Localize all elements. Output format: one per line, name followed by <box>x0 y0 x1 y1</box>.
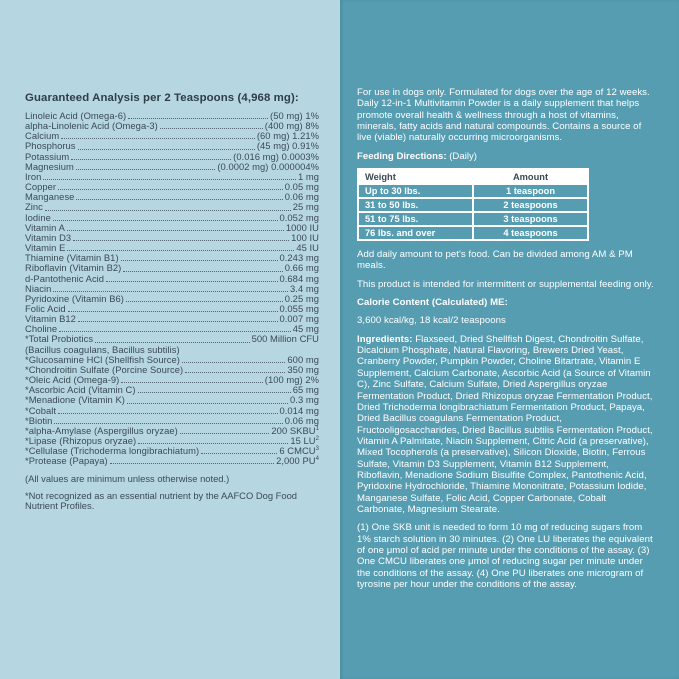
dotted-leader <box>180 426 270 434</box>
dotted-leader <box>182 355 285 363</box>
nutrient-name: *Ascorbic Acid (Vitamin C) <box>25 384 136 396</box>
nutrient-value: 0.243 mg <box>279 252 319 264</box>
nutrient-row <box>25 192 319 202</box>
add-daily-note: Add daily amount to pet's food. Can be divided among AM & PM meals. <box>357 249 633 272</box>
ingredients-label: Ingredients: <box>357 333 413 345</box>
nutrient-row <box>25 395 319 405</box>
unit-definition-footnotes: (1) One SKB unit is needed to form 10 mg of reducing sugars from 1% starch solution in 30 minutes. (2) One LU liberates the equivalent of one μmol of acid per minute under the conditions of the assay. (3) One CMCU liberates one μmol of reducing sugar per minute under the conditions of the assay. (4) One PU liberates one microgram of tyrosine per hour under the conditions of the assay. <box>357 522 653 590</box>
dotted-leader <box>78 141 255 149</box>
dotted-leader <box>73 233 289 241</box>
dotted-leader <box>127 395 288 403</box>
nutrient-value: 45 IU <box>296 242 319 254</box>
nutrient-value: (60 mg) 1.21% <box>256 130 319 142</box>
feeding-table-row <box>358 184 588 198</box>
weight-cell: 76 lbs. and over <box>358 226 473 240</box>
dotted-leader <box>138 436 288 444</box>
nutrient-value: (0.0002 mg) 0.000004% <box>217 160 319 172</box>
nutrient-name: *Cellulase (Trichoderma longibrachiatum) <box>25 445 200 457</box>
directions-panel <box>340 0 679 679</box>
feeding-table-row <box>358 198 588 212</box>
nutrient-name: *Menadione (Vitamin K) <box>25 394 125 406</box>
nutrient-value: (45 mg) 0.91% <box>256 140 319 152</box>
nutrient-row <box>25 406 319 416</box>
nutrient-value: 25 mg <box>292 201 319 213</box>
nutrient-name: Vitamin A <box>25 221 65 233</box>
nutrient-name: Calcium <box>25 130 60 142</box>
nutrient-value: 0.66 mg <box>284 262 319 274</box>
dotted-leader <box>67 223 284 231</box>
nutrient-name: Choline <box>25 323 58 335</box>
nutrient-name: *Oleic Acid (Omega-9) <box>25 374 120 386</box>
nutrient-name: Vitamin B12 <box>25 313 76 325</box>
amount-cell: 3 teaspoons <box>473 212 588 226</box>
dotted-leader <box>110 456 274 464</box>
nutrient-name: Iodine <box>25 211 51 223</box>
weight-cell: Up to 30 lbs. <box>358 184 473 198</box>
usage-intro-paragraph: For use in dogs only. Formulated for dogs over the age of 12 weeks. Daily 12-in-1 Multivitamin Powder is a daily supplement that helps promote overall health & wellness through a host of vitamins, minerals, fatty acids and natural compounds. Contains a source of live (viable) naturally occurring microorganisms. <box>357 87 650 144</box>
nutrient-name: Vitamin E <box>25 242 66 254</box>
dotted-leader <box>123 263 282 271</box>
weight-cell: 51 to 75 lbs. <box>358 212 473 226</box>
ingredients-paragraph <box>357 334 655 516</box>
nutrient-value: 1 mg <box>297 170 319 182</box>
nutrient-name: Potassium <box>25 150 70 162</box>
nutrient-value: 15 $LU^2$ <box>290 435 319 446</box>
nutrient-value: 2,000 $PU^4$ <box>276 455 319 467</box>
dotted-leader <box>59 324 291 332</box>
nutrient-value: 100 IU <box>291 231 319 243</box>
nutrient-value: 0.684 mg <box>279 272 319 284</box>
nutrient-name: Riboflavin (Vitamin B2) <box>25 262 122 274</box>
footnote-marker: 2 <box>315 435 319 442</box>
nutrient-value: 600 mg <box>287 353 319 365</box>
nutrient-name: Magnesium <box>25 160 74 172</box>
feeding-table-header-cell: Amount <box>473 169 588 184</box>
ingredients-text: Flaxseed, Dried Shellfish Digest, Chondroitin Sulfate, Dicalcium Phosphate, Natural Flavoring, Brewers Dried Yeast, Cranberry Powder, Pumpkin Powder, Choline Bitartrate, Vitamin E Supplement, Calcium Carbonate, Ascorbic Acid (a Source of Vitamin C), Zinc Sulfate, Calcium Sulfate, Dried Aspergillus oryzae Fermentation Product, Dried Rhizopus oryzae Fermentation Product, Dried Trichoderma longibrachiatum Fermentation Product, Papaya, Dried Bacillus coagulans Fermentation Product, Fructooligosaccharides, Dried Bacillus subtilis Fermentation Product, Vitamin A Palmitate, Niacin Supplement, Citric Acid (a preservative), Mixed Tocopherols (a preservative), Silicon Dioxide, Biotin, Ferrous Sulfate, Vitamin D3 Supplement, Vitamin B12 Supplement, Riboflavin, Menadione Sodium Bisulfite Complex, Pantothenic Acid, Pyridoxine Hydrochloride, Thiamine Mononitrate, Potassium Iodide, Manganese Sulfate, Folic Acid, Copper Carbonate, Cobalt Carbonate, Magnesium Stearate. <box>357 333 653 515</box>
dotted-leader <box>126 294 283 302</box>
nutrient-name: Copper <box>25 181 57 193</box>
nutrient-row <box>25 202 319 212</box>
nutrient-row <box>25 233 319 243</box>
nutrient-value: 0.014 mg <box>279 404 319 416</box>
nutrient-value: 0.06 mg <box>284 414 319 426</box>
nutrient-row <box>25 162 319 172</box>
nutrient-name: alpha-Linolenic Acid (Omega-3) <box>25 120 158 132</box>
feeding-table-header-row <box>358 169 588 184</box>
dotted-leader <box>58 406 277 414</box>
nutrient-name: Manganese <box>25 191 75 203</box>
nutrient-name: *Biotin <box>25 414 53 426</box>
dotted-leader <box>71 152 231 160</box>
dotted-leader <box>78 314 278 322</box>
dotted-leader <box>201 446 277 454</box>
dotted-leader <box>76 162 215 170</box>
nutrient-name: Niacin <box>25 282 52 294</box>
nutrient-name: (Bacillus coagulans, Bacillus subtilis) <box>25 343 180 355</box>
nutrient-name: Phosphorus <box>25 140 76 152</box>
nutrient-name: *alpha-Amylase (Aspergillus oryzae) <box>25 424 178 436</box>
dotted-leader <box>128 111 268 119</box>
nutrient-value: 350 mg <box>287 363 319 375</box>
nutrient-row <box>25 314 319 324</box>
dotted-leader <box>185 365 285 373</box>
dotted-leader <box>76 192 282 200</box>
nutrient-value: (0.016 mg) 0.0003% <box>233 150 319 162</box>
feeding-table-header-cell: Weight <box>358 169 473 184</box>
calorie-content-value: 3,600 kcal/kg, 18 kcal/2 teaspoons <box>357 315 506 327</box>
nutrient-value: 0.25 mg <box>284 292 319 304</box>
feeding-table-row <box>358 226 588 240</box>
aafco-footnote: *Not recognized as an essential nutrient by the AAFCO Dog Food Nutrient Profiles. <box>25 489 298 512</box>
feeding-table-body <box>358 184 588 240</box>
nutrient-value: 6 CMCU$^3$ <box>279 445 319 457</box>
dotted-leader <box>138 385 291 393</box>
feeding-table-head <box>358 169 588 184</box>
nutrient-name: Thiamine (Vitamin B1) <box>25 252 119 264</box>
nutrient-value: 500 Million CFU <box>251 333 319 345</box>
dotted-leader <box>106 274 277 282</box>
dotted-leader <box>54 416 282 424</box>
nutrient-value: (50 mg) 1% <box>270 110 319 121</box>
amount-cell: 2 teaspoons <box>473 198 588 212</box>
dotted-leader <box>160 121 263 129</box>
dotted-leader <box>121 375 262 383</box>
nutrient-value: 200 SKBU$^1$ <box>271 424 319 436</box>
guaranteed-analysis-heading: Guaranteed Analysis per 2 Teaspoons (4,968 mg): <box>25 92 299 104</box>
nutrient-row <box>25 172 319 182</box>
amount-cell: 4 teaspoons <box>473 226 588 240</box>
nutrient-name: Iron <box>25 170 42 182</box>
dotted-leader <box>45 202 291 210</box>
feeding-table-row <box>358 212 588 226</box>
calorie-content-heading: Calorie Content (Calculated) ME: <box>357 297 508 309</box>
nutrient-row <box>25 263 319 273</box>
nutrient-value: (100 mg) 2% <box>264 374 319 386</box>
nutrient-value: 0.052 mg <box>279 211 319 223</box>
nutrient-name: *Total Probiotics <box>25 333 94 345</box>
nutrient-value: 45 mg <box>292 323 319 335</box>
nutrient-value: 65 mg <box>292 384 319 396</box>
nutrient-value: (400 mg) 8% <box>264 120 319 132</box>
nutrient-value: 0.3 mg <box>290 394 319 406</box>
dotted-leader <box>58 182 283 190</box>
nutrient-value: 0.05 mg <box>284 181 319 193</box>
nutrient-name: *Chondroitin Sulfate (Porcine Source) <box>25 363 184 375</box>
dotted-leader <box>95 334 249 342</box>
nutrient-value: 0.055 mg <box>279 302 319 314</box>
dotted-leader <box>53 284 288 292</box>
nutrient-list <box>25 111 319 466</box>
nutrient-value: 0.06 mg <box>284 191 319 203</box>
feeding-directions-heading <box>357 151 655 162</box>
nutrient-name: *Cobalt <box>25 404 57 416</box>
nutrient-name: *Lipase (Rhizopus oryzae) <box>25 435 137 446</box>
footnote-marker: 3 <box>315 446 319 453</box>
dotted-leader <box>53 213 278 221</box>
dotted-leader <box>43 172 296 180</box>
nutrient-value: 3.4 mg <box>290 282 319 294</box>
minimum-values-note: (All values are minimum unless otherwise noted.) <box>25 473 230 485</box>
weight-cell: 31 to 50 lbs. <box>358 198 473 212</box>
nutrient-value: 1000 IU <box>285 221 319 233</box>
nutrient-row <box>25 274 319 284</box>
footnote-marker: 1 <box>315 425 319 432</box>
amount-cell: 1 teaspoon <box>473 184 588 198</box>
feeding-directions-label: Feeding Directions: <box>357 150 447 162</box>
nutrient-name: Vitamin D3 <box>25 231 72 243</box>
intermittent-feeding-note: This product is intended for intermittent or supplemental feeding only. <box>357 278 654 290</box>
dotted-leader <box>67 243 294 251</box>
nutrient-name: Linoleic Acid (Omega-6) <box>25 110 127 121</box>
footnote-marker: 4 <box>315 456 319 463</box>
feeding-directions-table <box>357 168 589 241</box>
dotted-leader <box>61 131 255 139</box>
dotted-leader <box>68 304 278 312</box>
nutrient-name: d-Pantothenic Acid <box>25 272 105 284</box>
nutrient-row <box>25 456 319 466</box>
dotted-leader <box>121 253 278 261</box>
nutrient-name: Zinc <box>25 201 43 213</box>
nutrient-row <box>25 294 319 304</box>
nutrient-name: Pyridoxine (Vitamin B6) <box>25 292 124 304</box>
nutrient-name: *Glucosamine HCl (Shellfish Source) <box>25 353 180 365</box>
nutrient-name: *Protease (Papaya) <box>25 455 108 467</box>
nutrient-value: 0.007 mg <box>279 313 319 325</box>
feeding-directions-frequency: (Daily) <box>449 150 477 162</box>
nutrient-row <box>25 213 319 223</box>
nutrient-name: Folic Acid <box>25 302 66 314</box>
